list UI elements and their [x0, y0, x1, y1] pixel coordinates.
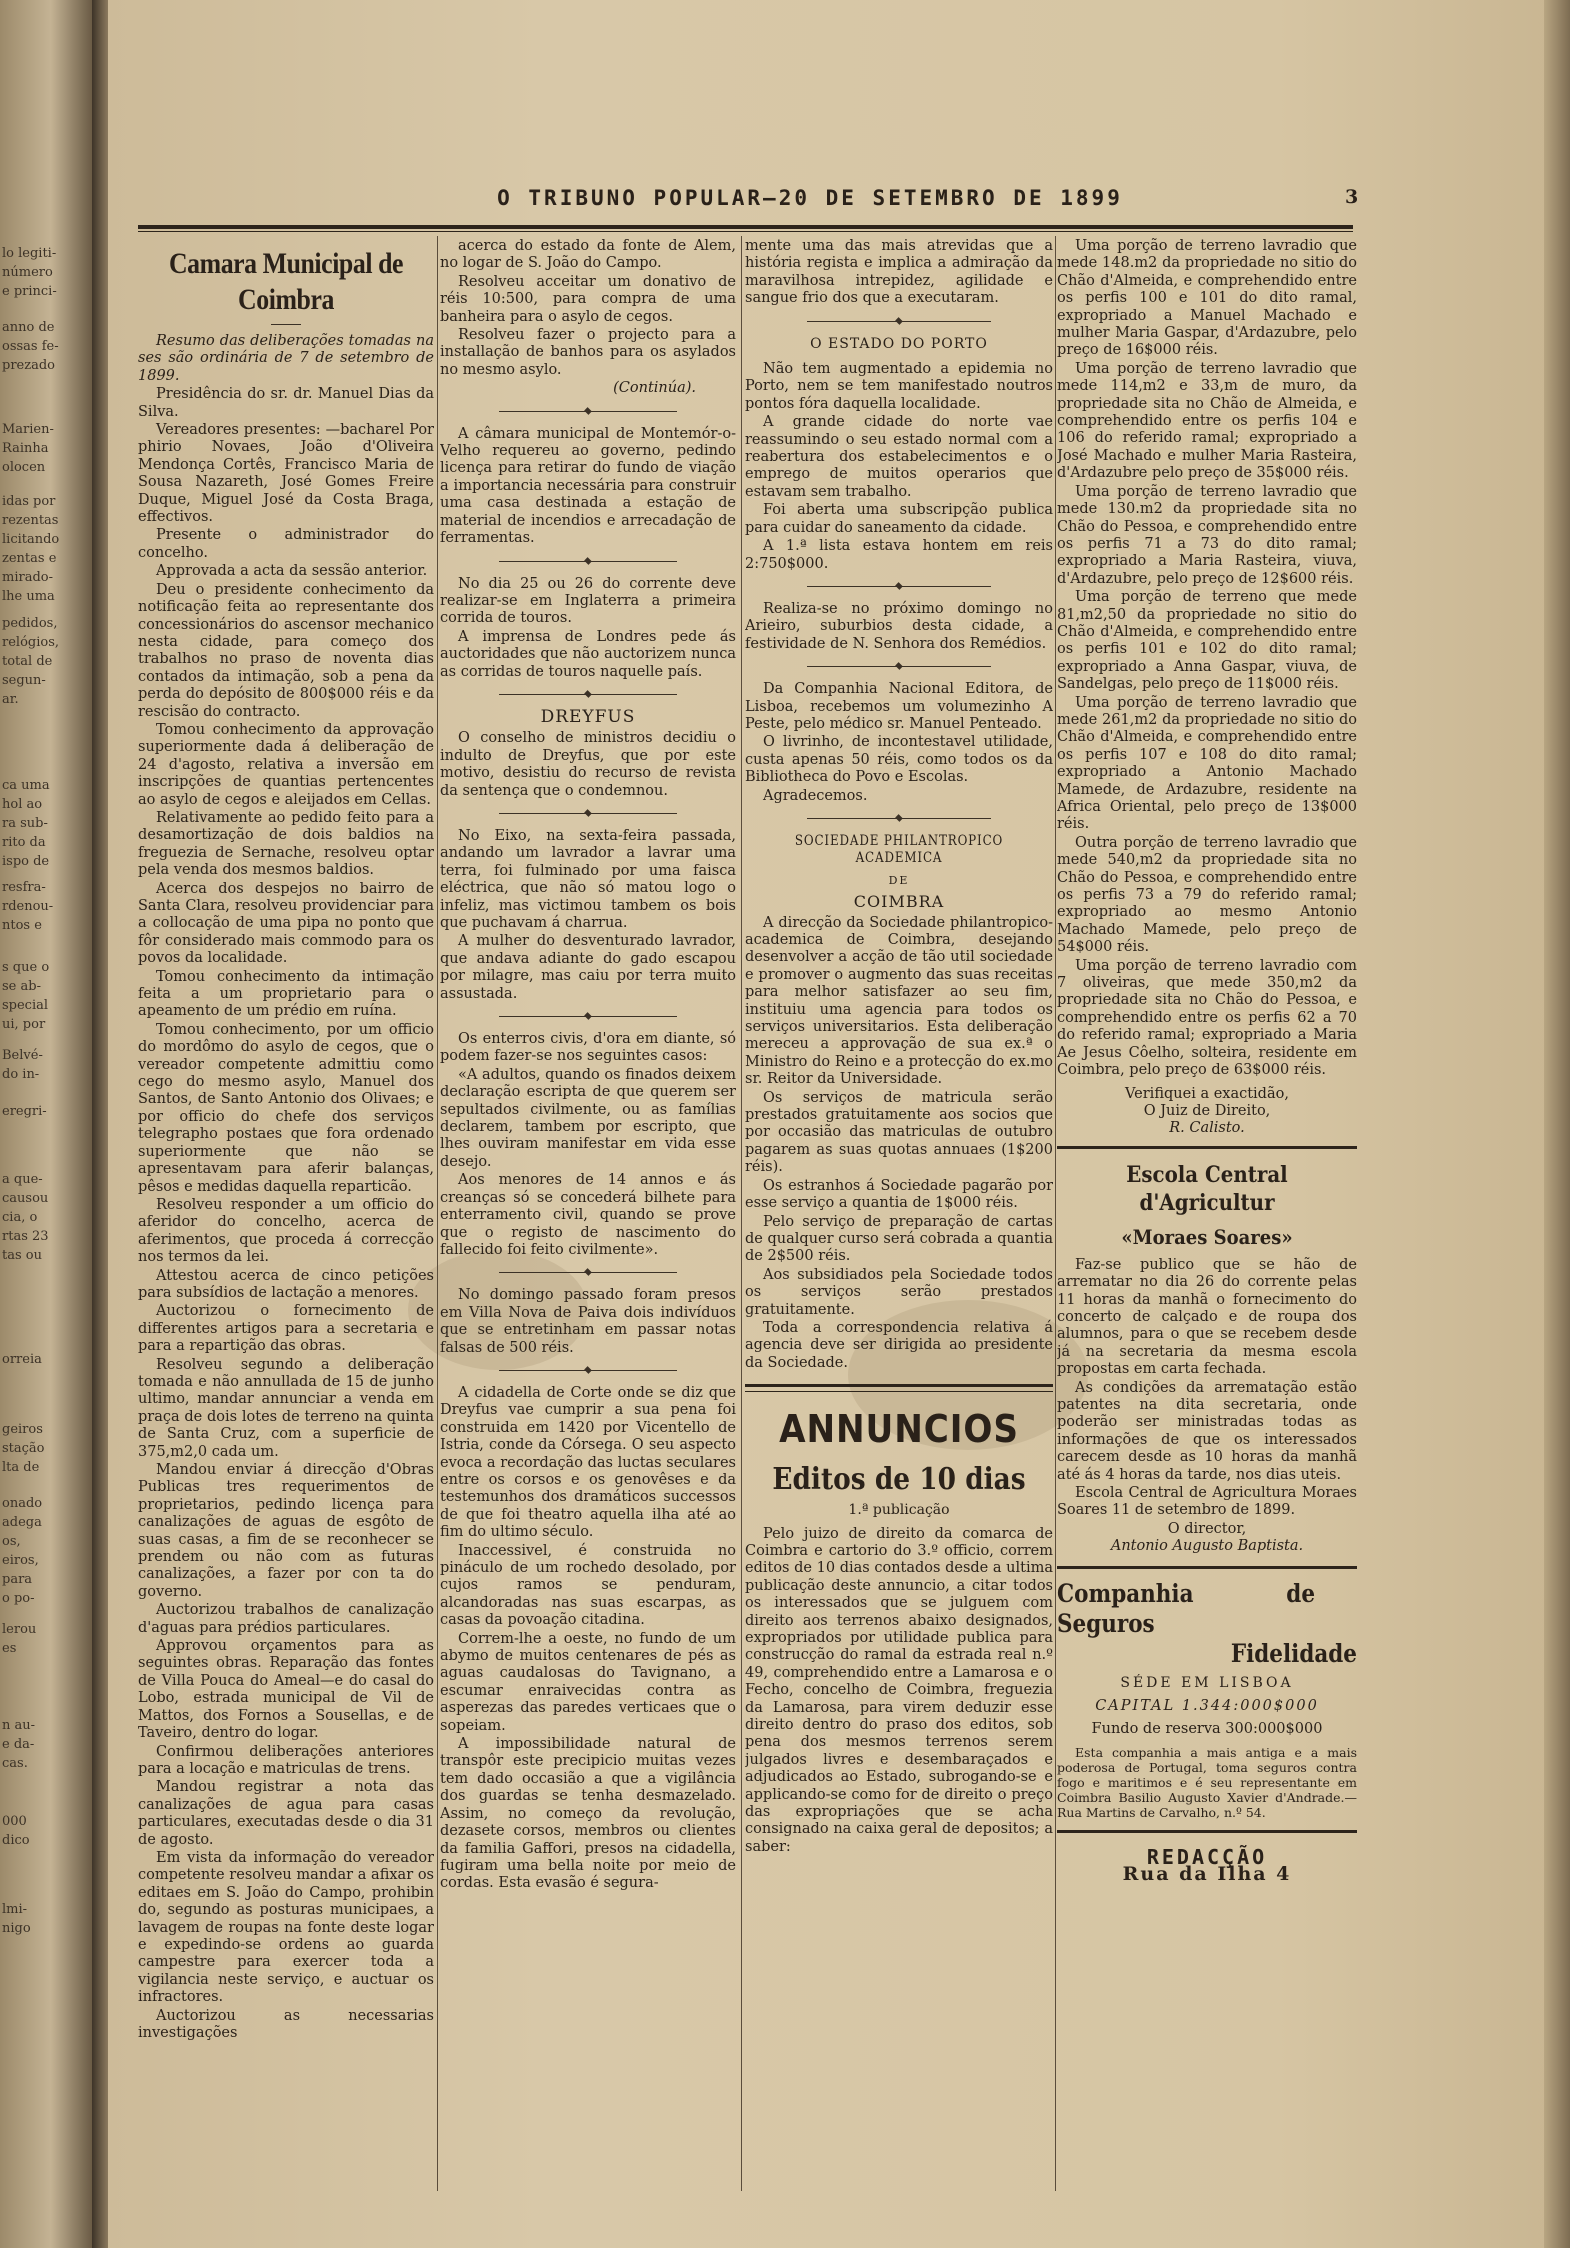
editos-subheading: 1.ª publicação	[848, 1502, 950, 1519]
separator	[745, 314, 1053, 328]
article-paragraph: Presente o administrador do concelho.	[138, 527, 434, 561]
heavy-rule	[1057, 1830, 1357, 1833]
verifiquei-line: Verifiquei a exactidão,	[1125, 1085, 1289, 1102]
column-rule	[741, 236, 742, 2191]
sociedade-paragraph: Os estranhos á Sociedade pagarão por esse serviço a quantia de 1$000 réis.	[745, 1177, 1053, 1212]
separator	[745, 659, 1053, 673]
separator	[440, 554, 736, 568]
touros-paragraph: No dia 25 ou 26 do corrente deve realizar-se em Inglaterra a primeira corrida de touros.	[440, 575, 736, 627]
prev-fragment: orreia	[2, 1352, 42, 1367]
prev-fragment: a que- causou cia, o rtas 23 tas ou	[2, 1172, 49, 1263]
porto-paragraph: Foi aberta uma subscripção publica para cuidar do saneamento da cidade.	[745, 502, 1053, 536]
escola-paragraph: As condições da arrematação estão patentes na dita secretaria, onde poderão ser ministradas todas as informações de que os interessados carecem desde as 10 horas da manhã até ás 4 horas da tarde, nos dias uteis.	[1057, 1379, 1357, 1483]
terreno-paragraph: Uma porção de terreno lavradio que mede 261,m2 da propriedade no sitio do Chão d'Almeida, e comprehendido entre os perfis 107 e 108 do dito ramal; expropriado a Antonio Machado Mamede, de Ardazubre, residente na Africa Oriental, pelo preço de 13$000 réis.	[1057, 694, 1357, 833]
prev-fragment: resfra- rdenou- ntos e	[2, 880, 54, 933]
prev-fragment: Marien- Rainha olocen	[2, 422, 54, 475]
prev-fragment: n au- e da- cas.	[2, 1718, 36, 1771]
article-paragraph: Em vista da informação do vereador competente resolveu mandar a afixar os editaes em S. João do Campo, prohibin do, segundo as posturas municipaes, a lavagem de roupas na fonte deste logar e expedindo-se ordens ao guarda campestre para exercer toda a vigilancia neste serviço, e auctuar os infractores.	[138, 1849, 434, 2006]
juiz-name: R. Calisto.	[1169, 1120, 1245, 1137]
sociedade-paragraph: A direcção da Sociedade philantropico-academica de Coimbra, desejando desenvolver a acção de tão util sociedade e promover o augmento das suas receitas para melhor satisfazer ao seu fim, instituiu uma agencia para todos os serviços universitarios. Esta deliberação mereceu a approvação de sua ex.ª o Ministro do Reino e a protecção do ex.mo sr. Reitor da Universidade.	[745, 914, 1053, 1088]
terreno-paragraph: Uma porção de terreno lavradio que mede 148.m2 da propriedade no sitio do Chão d'Almeida, e comprehendido entre os perfis 100 e 101 do dito ramal, expropriado a Manuel Machado e mulher Maria Gaspar, d'Ardazubre, pelo preço de 16$000 réis.	[1057, 238, 1357, 359]
article-paragraph: Mandou enviar á direcção d'Obras Publicas tres requerimentos de proprietarios, pedindo licença para canalizações de aguas de esgôto de suas casas, a fim de se reconhecer se prendem ou não com as futuras canalizações, a fazer por con ta do governo.	[138, 1462, 434, 1600]
editos-heading: Editos de 10 dias	[772, 1462, 1026, 1498]
corte-paragraph: Inaccessivel, é construida no pináculo de um rochedo desolado, por cujos ramos se penduram, alcandoradas nas suas escarpas, as casas da povoação citadina.	[440, 1542, 736, 1629]
escola-heading: Escola Central d'Agricultur	[1126, 1161, 1288, 1216]
sociedade-paragraph: Os serviços de matricula serão prestados gratuitamente aos socios que por occasião das matriculas de outubro pagarem as suas quotas annuaes (1$200 réis).	[745, 1089, 1053, 1176]
sociedade-paragraph: Pelo serviço de preparação de cartas de qualquer curso será cobrada a quantia de 2$500 réis.	[745, 1213, 1053, 1265]
terreno-paragraph: Uma porção de terreno lavradio com 7 oliveiras, que mede 350,m2 da propriedade sita no Chão do Pessoa, e comprehendido entre os perfis 62 a 70 do referido ramal; expropriado a Maria Ae Jesus Côelho, solteira, residente em Coimbra, pelo preço de 63$000 réis.	[1057, 957, 1357, 1079]
article-paragraph: Resolveu segundo a deliberação tomada e não annullada de 15 de junho ultimo, mandar annunciar a venda em praça de dois lotes de terreno na quinta de Santa Cruz, com a superficie de 375,m2,0 cada um.	[138, 1356, 434, 1460]
page-number: 3	[1345, 186, 1359, 208]
continua-note: (Continúa).	[613, 380, 696, 397]
juiz-line: O Juiz de Direito,	[1143, 1102, 1271, 1119]
short-rule	[271, 324, 301, 325]
article-paragraph: acerca do estado da fonte de Alem, no logar de S. João do Campo.	[440, 238, 736, 272]
corte-continuation: mente uma das mais atrevidas que a história regista e implica a admiração da maravilhosa intrepidez, agilidade e sangue frio dos que a executaram.	[745, 238, 1053, 307]
sociedade-paragraph: Aos subsidiados pela Sociedade todos os serviços serão prestados gratuitamente.	[745, 1266, 1053, 1318]
previous-page-margin	[0, 0, 92, 2248]
prev-fragment: idas por rezentas licitando zentas e mirado- lhe uma	[2, 494, 60, 604]
article-paragraph: Confirmou deliberações anteriores para a locação e matriculas de trens.	[138, 1743, 434, 1777]
dreyfus-heading: DREYFUS	[540, 706, 636, 727]
terreno-paragraph: Uma porção de terreno que mede 81,m2,50 da propriedade no sitio do Chão d'Almeida, e comprehendido entre os perfis 101 e 102 do dito ramal; expropriado a Anna Gaspar, viuva, de Sandelgas, pelo preço de 11$000 réis.	[1057, 589, 1357, 693]
seguros-heading: Companhia de Seguros	[1057, 1578, 1315, 1638]
heavy-rule	[745, 1384, 1053, 1387]
article-paragraph: Tomou conhecimento, por um officio do mordômo do asylo de cegos, que o vereador competente admittiu como cego do mesmo asylo, Manuel dos Santos, de Santo Antonio dos Olivaes; e por officio do chefe dos serviços telegrapho postaes que fora ordenado superiormente que não se apresentavam para aferir balanças, pêsos e medidas daquella reparticão.	[138, 1021, 434, 1195]
separator	[440, 1009, 736, 1023]
separator	[440, 404, 736, 418]
corte-paragraph: A cidadella de Corte onde se diz que Dreyfus vae cumprir a sua pena foi construida em 1420 por Vicentello de Istria, conde da Córsega. O seu aspecto evoca a recordação das luctas seculares entre os corsos e os genovêses e da testemunhos dos dramáticos successos de que foi theatro aquella ilha até ao fim do ultimo século.	[440, 1384, 736, 1541]
camara-subtitle: Resumo das deliberações tomadas na ses são ordinária de 7 de setembro de 1899.	[138, 333, 434, 384]
column-rule	[437, 236, 438, 2191]
touros-paragraph: A imprensa de Londres pede ás auctoridades que não auctorizem nunca as corridas de touros naquelle país.	[440, 628, 736, 680]
column-4	[1057, 238, 1357, 2228]
enterros-paragraph: Aos menores de 14 annos e ás creanças só se concederá bilhete para enterramento civil, quando se prove que o registo de nascimento do fallecido foi feito civilmente».	[440, 1172, 736, 1258]
seguros-paragraph: Esta companhia a mais antiga e a mais poderosa de Portugal, toma seguros contra fogo e maritimos e é seu representante em Coimbra Basilio Augusto Xavier d'Andrade.— Rua Martins de Carvalho, n.º 54.	[1057, 1744, 1357, 1820]
article-paragraph: Approvada a acta da sessão anterior.	[156, 563, 428, 580]
article-paragraph: Acerca dos despejos no bairro de Santa Clara, resolveu providenciar para a collocação de uma pipa no ponto que fôr considerado mais commodo para os povos da localidade.	[138, 880, 434, 967]
prev-fragment: eregri-	[2, 1104, 47, 1119]
prev-fragment: lmi- nigo	[2, 1902, 31, 1936]
redaccao-address: Rua da Ilha 4	[1122, 1863, 1292, 1886]
prev-fragment: geiros stação lta de	[2, 1422, 45, 1475]
article-paragraph: Resolveu acceitar um donativo de réis 10:500, para compra de uma banheira para o asylo de cegos.	[440, 273, 736, 325]
editos-paragraph: Pelo juizo de direito da comarca de Coimbra e cartorio do 3.º officio, correm editos de 10 dias contados desde a ultima publicação deste annuncio, a citar todos os interessados que se julguem com direito aos terrenos abaixo designados, expropriados por utilidade publica para construcção do ramal da estrada real n.º 49, comprehendido entre a Lamarosa e o Fecho, concelho de Coimbra, freguezia da Lamarosa, para virem deduzir esse direito dentro do praso dos editos, sob pena dos mesmos terrenos serem julgados livres e desembaraçados e adjudicados ao Estado, subrogando-se e applicando-se como for de direito o preço das expropriações que se acha consignado na caixa geral de depositos; a saber:	[745, 1525, 1053, 1855]
eixo-paragraph: No Eixo, na sexta-feira passada, andando um lavrador a lavrar uma terra, foi fulminado por uma faisca eléctrica, que não só matou logo o infeliz, mas victimou tambem os bois que puchavam á charrua.	[440, 827, 736, 931]
terreno-paragraph: Uma porção de terreno lavradio que mede 114,m2 e 33,m de muro, da propriedade sita no Chão de Almeida, e comprehendido entre os perfis 104 e 106 do referido ramal; expropriado a José Machado e mulher Maria Rasteira, d'Ardazubre pelo preço de 35$000 réis.	[1057, 360, 1357, 482]
article-paragraph: Approvou orçamentos para as seguintes obras. Reparação das fontes de Villa Pouca do Ameal—e do casal do Lobo, estrada municipal de Vil de Mattos, dos Fornos a Sousellas, e de Taveiro, dentro do logar.	[138, 1638, 434, 1742]
separator	[745, 579, 1053, 593]
article-paragraph: Deu o presidente conhecimento da notificação feita ao representante dos concessionários do ascensor mechanico nesta cidade, para começo dos trabalhos no praso de noventa dias contados da intimação, sob a pena da perda do depósito de 800$000 réis e da rescisão do contracto.	[138, 581, 434, 720]
masthead-rule-thin	[138, 231, 1353, 232]
sociedade-de: DE	[888, 873, 910, 887]
escola-paragraph: Faz-se publico que se hão de arrematar no dia 26 do corrente pelas 11 horas da manhã o fornecimento do concerto de calçado e de roupa dos alumnos, para o que se recebem desde já na secretaria da mesma escola propostas em carta fechada.	[1057, 1256, 1357, 1378]
article-paragraph: Auctorizou trabalhos de canalização d'aguas para prédios particulares.	[138, 1602, 434, 1636]
camara-headline: Camara Municipal de Coimbra	[168, 247, 404, 316]
thin-rule	[745, 1391, 1053, 1392]
column-2	[440, 238, 736, 2228]
masthead-rule	[138, 225, 1353, 229]
seguros-heading-name: Fidelidade	[1230, 1638, 1357, 1668]
column-3	[745, 238, 1053, 2228]
prev-fragment: pedidos, relógios, total de segun- ar.	[2, 616, 60, 707]
corte-paragraph: Correm-lhe a oeste, no fundo de um abymo de muitos centenares de pés as aguas caudalosas do Tavignano, a escumar enraivecidas contra as asperezas das paredes verticaes que o sopeiam.	[440, 1630, 736, 1734]
arieiro-paragraph: Realiza-se no próximo domingo no Arieiro, suburbios desta cidade, a festividade de N. Senhora dos Remédios.	[745, 600, 1053, 652]
article-paragraph: Resolveu fazer o projecto para a installação de banhos para os asylados no mesmo asylo.	[440, 327, 736, 378]
article-paragraph: Resolveu responder a um officio do aferidor do concelho, acerca de aferimentos, que proceda á correcção nos termos da lei.	[138, 1196, 434, 1266]
separator	[440, 687, 736, 701]
prev-fragment: Belvé- do in-	[2, 1048, 43, 1082]
escola-paragraph: Escola Central de Agricultura Moraes Soares 11 de setembro de 1899.	[1057, 1485, 1357, 1519]
escola-heading-name: «Moraes Soares»	[1121, 1224, 1293, 1249]
porto-paragraph: A 1.ª lista estava hontem em reis 2:750$000.	[745, 538, 1053, 572]
paiva-paragraph: No domingo passado foram presos em Villa Nova de Paiva dois indivíduos que se entretinham em passar notas falsas de 500 réis.	[440, 1287, 736, 1356]
peste-paragraph: Da Companhia Nacional Editora, de Lisboa, recebemos um volumezinho A Peste, pelo médico sr. Manuel Penteado.	[745, 681, 1053, 732]
separator	[440, 1363, 736, 1377]
binding-gutter	[92, 0, 108, 2248]
heavy-rule	[1057, 1146, 1357, 1149]
terreno-paragraph: Uma porção de terreno lavradio que mede 130.m2 da propriedade sita no Chão do Pessoa, e comprehendido entre os perfis 71 a 73 do dito ramal; expropriado a Maria Rasteira, viuva, d'Ardazubre, pelo preço de 12$600 réis.	[1057, 483, 1357, 587]
article-paragraph: Tomou conhecimento da approvação superiormente dada á deliberação de 24 d'agosto, relativa a inversão em inscripções de quantias pertencentes ao asylo de cegos e aleijados em Cellas.	[138, 721, 434, 808]
seguros-reserva: Fundo de reserva 300:000$000	[1091, 1721, 1323, 1738]
article-paragraph: Attestou acerca de cinco petições para subsídios de lactação a menores.	[138, 1267, 434, 1301]
prev-fragment: s que o se ab- special ui, por	[2, 960, 50, 1032]
separator	[440, 806, 736, 820]
heavy-rule	[1057, 1566, 1357, 1569]
terreno-paragraph: Outra porção de terreno lavradio que mede 540,m2 da propriedade sita no Chão do Pessoa, e comprehendido entre os perfis 73 a 79 do referido ramal; expropriado ao mesmo Antonio Machado Mamede, pelo preço de 54$000 réis.	[1057, 834, 1357, 956]
dreyfus-paragraph: O conselho de ministros decidiu o indulto de Dreyfus, que por este motivo, desistiu do recurso de revista da sentença que o condemnou.	[440, 730, 736, 799]
enterros-paragraph: Os enterros civis, d'ora em diante, só podem fazer-se nos seguintes casos:	[440, 1031, 736, 1065]
masthead-title: O TRIBUNO POPULAR—20 DE SETEMBRO DE 1899	[497, 186, 1123, 210]
enterros-paragraph: «A adultos, quando os finados deixem declaração escripta de que querem ser sepultados civilmente, ou as famílias declarem, tambem por escripto, que lhes ouviram manifestar em vida esse desejo.	[440, 1066, 736, 1170]
seguros-sede: SÉDE EM LISBOA	[1120, 1674, 1294, 1691]
prev-fragment: anno de ossas fe- prezado	[2, 320, 59, 373]
article-paragraph: Tomou conhecimento da intimação feita a um proprietario para o apeamento de um prédio em ruína.	[138, 968, 434, 1020]
article-paragraph: Mandou registrar a nota das canalizações de agua para casas particulares, executadas desde o dia 31 de agosto.	[138, 1779, 434, 1848]
article-paragraph: Relativamente ao pedido feito para a desamortização de dois baldios na freguezia de Sernache, resolveu optar pela venda dos mesmos baldios.	[138, 809, 434, 879]
annuncios-heading: ANNUNCIOS	[779, 1407, 1019, 1452]
prev-fragment: 000 dico	[2, 1814, 30, 1848]
sociedade-coimbra: COIMBRA	[853, 892, 945, 912]
porto-heading: O ESTADO DO PORTO	[810, 335, 988, 352]
porto-paragraph: A grande cidade do norte vae reassumindo o seu estado normal com a reabertura dos estabelecimentos e o emprego de muitos operarios que estavam sem trabalho.	[745, 414, 1053, 500]
peste-paragraph: Agradecemos.	[763, 787, 868, 804]
separator	[745, 811, 1053, 825]
redaccao-heading: REDACÇÃO	[1146, 1844, 1268, 1869]
article-paragraph: Presidência do sr. dr. Manuel Dias da Silva.	[138, 386, 434, 420]
seguros-capital: CAPITAL 1.344:000$000	[1095, 1698, 1319, 1715]
sociedade-paragraph: Toda a correspondencia relativa á agencia deve ser dirigida ao presidente da Sociedade.	[745, 1319, 1053, 1371]
article-paragraph: Vereadores presentes: —bacharel Por phirio Novaes, João d'Oliveira Mendonça Cortês, Francisco Maria de Sousa Nazareth, José Gomes Freire Duque, Miguel José da Costa Braga, effectivos.	[138, 422, 434, 526]
prev-fragment: lerou es	[2, 1622, 37, 1656]
prev-fragment: onado adega os, eiros, para o po-	[2, 1496, 43, 1606]
corte-paragraph: A impossibilidade natural de transpôr este precipicio muitas vezes tem dado occasião a que a vigilância dos guardas se tenha desmazelado. Assim, no começo da revolução, dezasete corsos, membros ou clientes da familia Gaffori, presos na cidadella, fugiram uma bella noite por meio de cordas. Esta evasão é segura-	[440, 1736, 736, 1892]
eixo-paragraph: A mulher do desventurado lavrador, que andava adiante do gado escapou por milagre, mas caiu por terra muito assustada.	[440, 933, 736, 1002]
peste-paragraph: O livrinho, de incontestavel utilidade, custa apenas 50 réis, como todos os da Bibliotheca do Povo e Escolas.	[745, 734, 1053, 786]
page-edge	[1544, 0, 1570, 2248]
column-1	[138, 238, 434, 2228]
escola-director-name: Antonio Augusto Baptista.	[1110, 1538, 1304, 1555]
article-paragraph: Auctorizou as necessarias investigações	[138, 2007, 434, 2041]
escola-director-label: O director,	[1167, 1520, 1247, 1537]
prev-fragment: lo legiti- número e princi-	[2, 246, 57, 299]
sociedade-heading: SOCIEDADE PHILANTROPICO ACADEMICA	[794, 832, 1004, 867]
prev-fragment: ca uma hol ao ra sub- rito da ispo de	[2, 778, 50, 869]
porto-paragraph: Não tem augmentado a epidemia no Porto, nem se tem manifestado noutros pontos fóra daquella localidade.	[745, 361, 1053, 412]
montemor-paragraph: A câmara municipal de Montemór-o-Velho requereu ao governo, pedindo licença para retirar do fundo de viação a importancia necessária para construir uma casa destinada a estação de material de incendios e arrecadação de ferramentas.	[440, 425, 736, 547]
separator	[440, 1265, 736, 1279]
column-rule	[1055, 236, 1056, 2191]
article-paragraph: Auctorizou o fornecimento de differentes artigos para a secretaria e para a repartição das obras.	[138, 1303, 434, 1355]
